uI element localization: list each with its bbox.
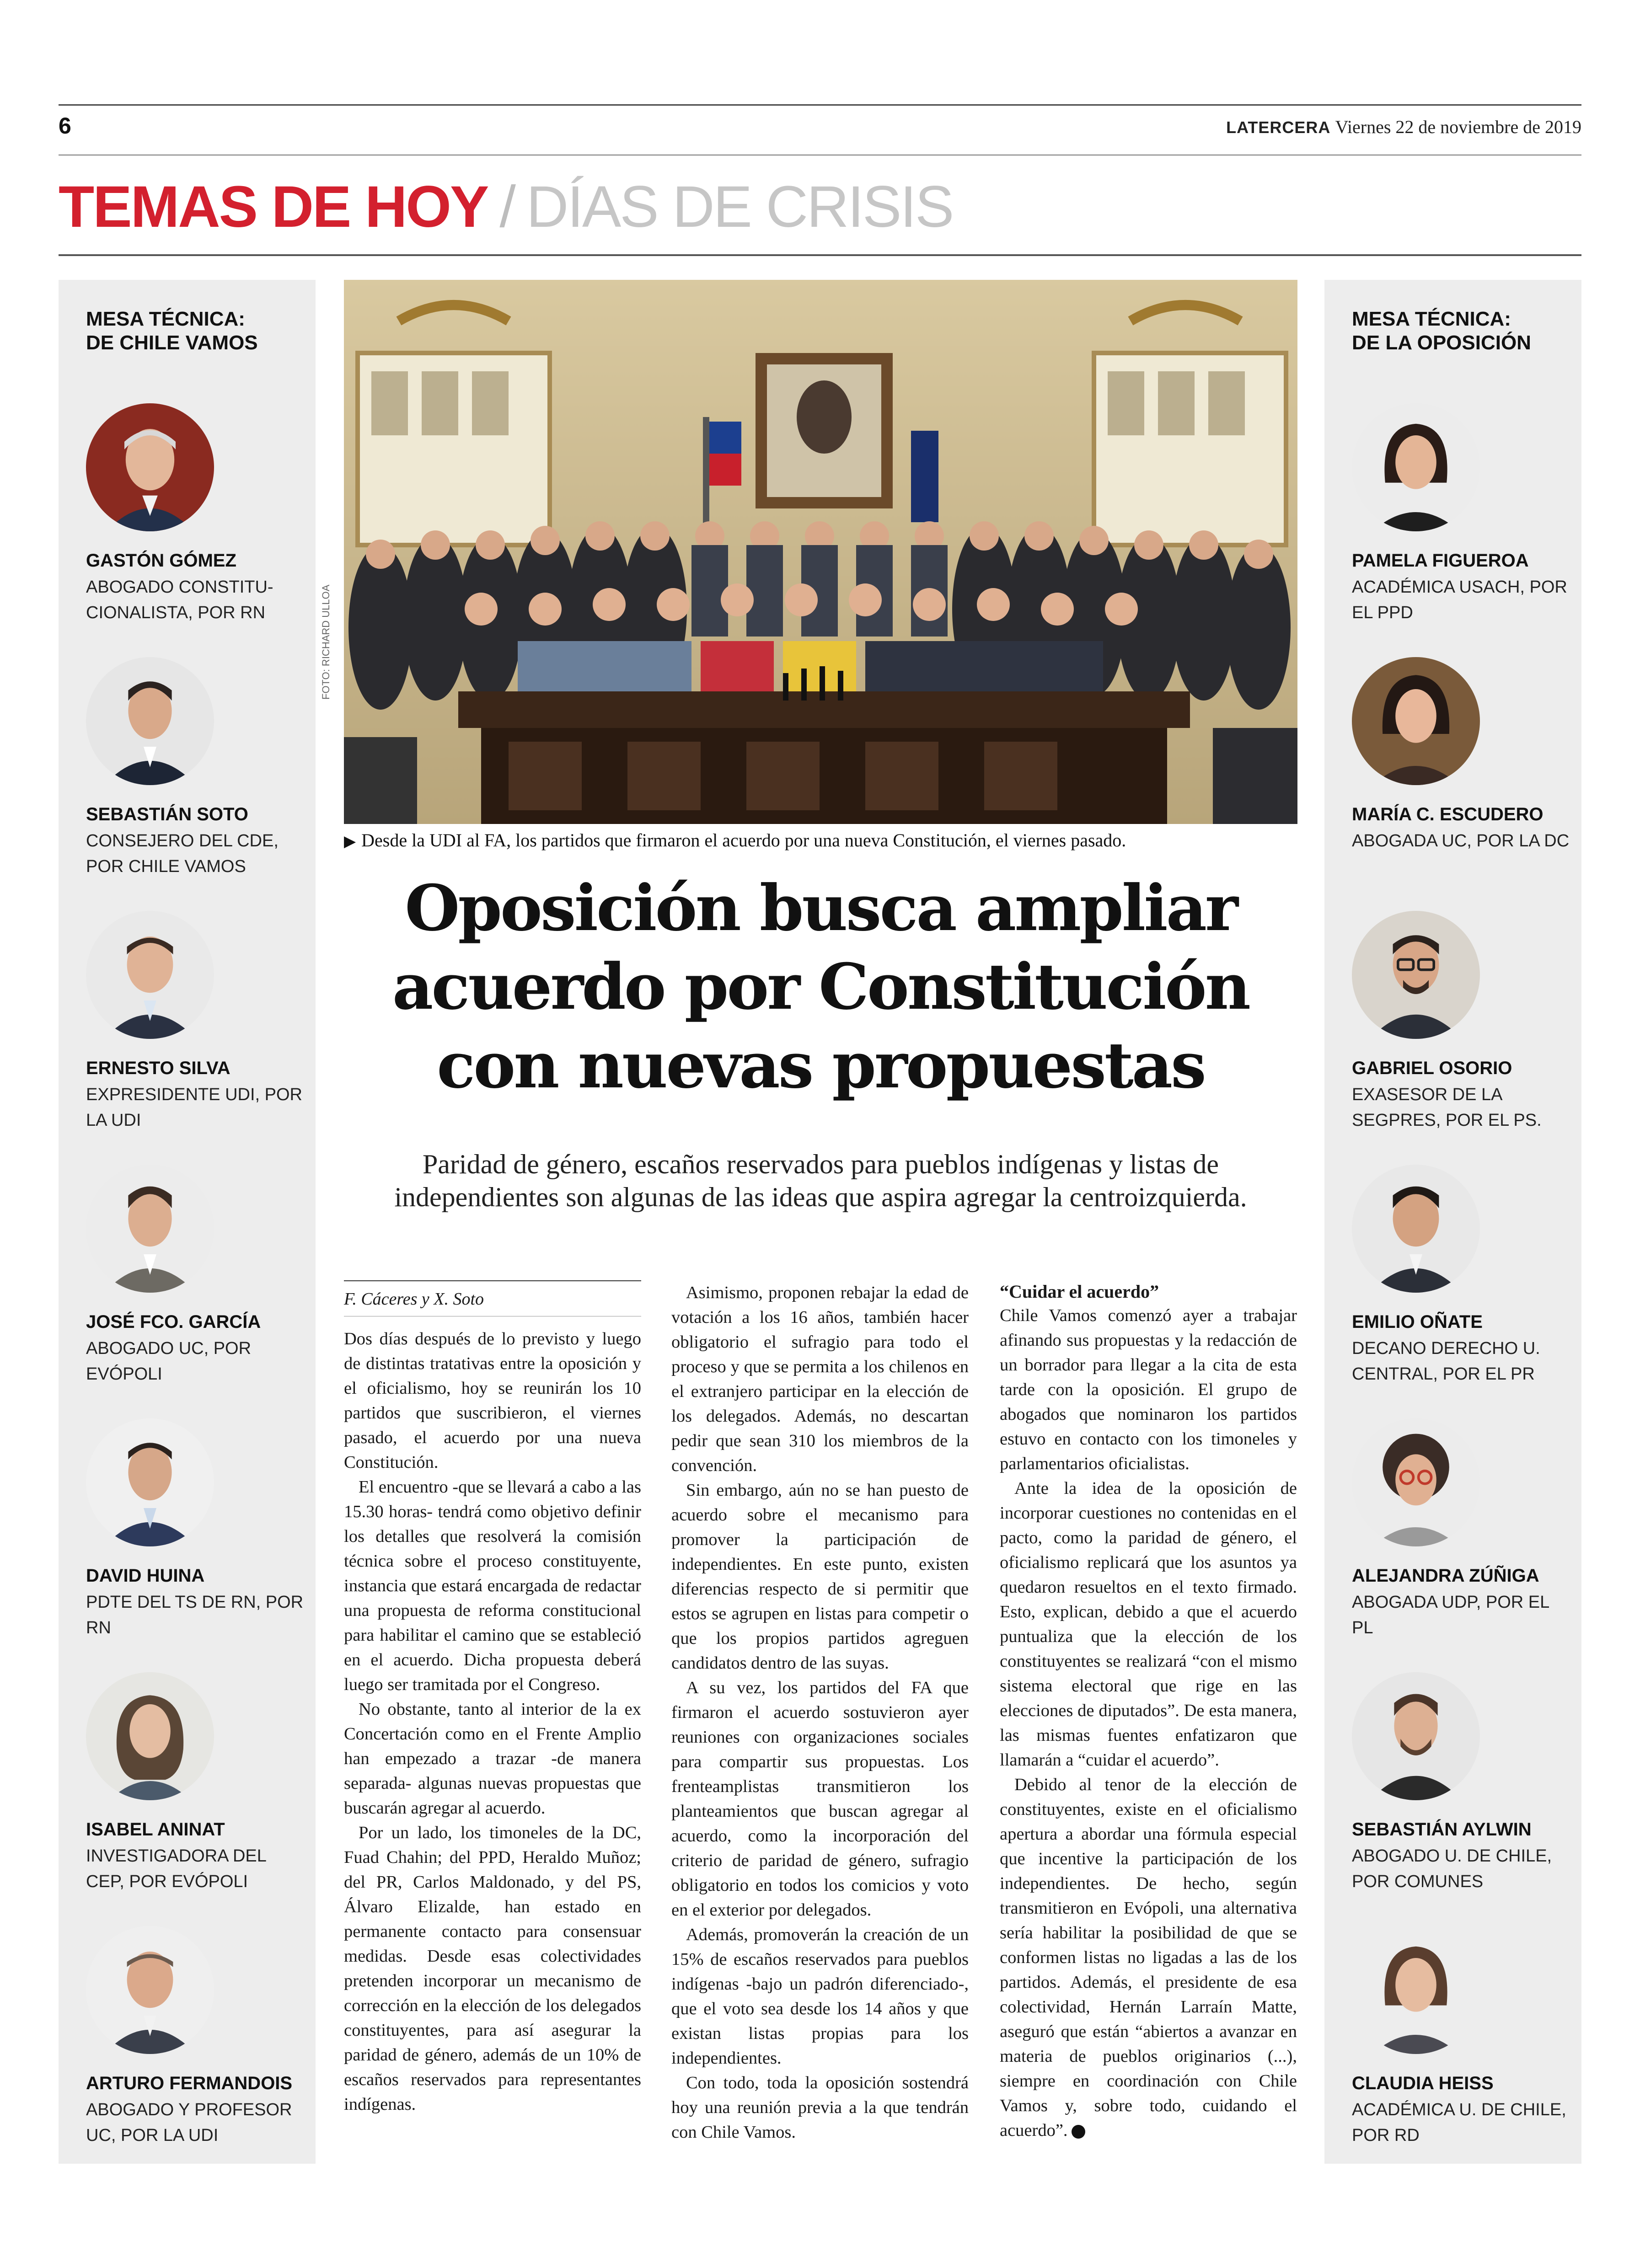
article-paragraph: Además, promoverán la creación de un 15% de escaños reservados para pueblos indígenas -bajo un padrón diferenciado-, que el voto sea desde los 14 años y que existan listas propias para los independientes.	[671, 1925, 969, 2068]
avatar	[1352, 1926, 1480, 2054]
article-paragraph	[1000, 1772, 1297, 2143]
person-description: ABOGADA UDP, POR EL PL	[1352, 1593, 1549, 1637]
person-name: MARÍA C. ESCUDERO	[1352, 804, 1544, 824]
photo-caption	[344, 829, 1304, 851]
avatar	[86, 1418, 214, 1546]
avatar	[1352, 1418, 1480, 1546]
end-mark-icon	[1072, 2125, 1085, 2139]
person-description: EXASESOR DE LA SEGPRES, POR EL PS.	[1352, 1085, 1542, 1130]
right-sidebar-title: MESA TÉCNICA: DE LA OPOSICIÓN	[1352, 308, 1531, 354]
avatar	[1352, 1165, 1480, 1293]
person-description: ABOGADO Y PROFESOR UC, POR LA UDI	[86, 2100, 292, 2145]
avatar	[1352, 657, 1480, 785]
person-name: ERNESTO SILVA	[86, 1058, 230, 1078]
publication-date: Viernes 22 de noviembre de 2019	[1335, 117, 1581, 137]
person-description: ABOGADO U. DE CHILE, POR COMUNES	[1352, 1846, 1552, 1891]
section-primary: TEMAS DE HOY	[59, 174, 488, 240]
person-name: GASTÓN GÓMEZ	[86, 551, 236, 571]
article-paragraph: No obstante, tanto al interior de la ex Concertación como en el Frente Amplio han empezado a trazar -de manera separada- algunas nuevas propuestas que buscarán agregar al acuerdo.	[344, 1700, 641, 1818]
avatar	[86, 911, 214, 1039]
article-column-1	[344, 1280, 641, 2117]
person-name: ISABEL ANINAT	[86, 1819, 225, 1840]
right-sidebar	[1324, 280, 1581, 2164]
person-description: ACADÉMICA U. DE CHILE, POR RD	[1352, 2100, 1566, 2145]
article-paragraph: Sin embargo, aún no se han puesto de acuerdo sobre el mecanismo para promover la participación de independientes. En este punto, existen diferencias respecto de si permitir que estos se agrupen en listas para competir o que los propios partidos agreguen candidatos dentro de las suyas.	[671, 1481, 969, 1673]
avatar	[1352, 403, 1480, 531]
photo-credit: FOTO: RICHARD ULLOA	[320, 584, 332, 700]
person-name: DAVID HUINA	[86, 1566, 205, 1586]
person-description: PDTE DEL TS DE RN, POR RN	[86, 1593, 304, 1637]
person-description: INVESTIGADORA DEL CEP, POR EVÓPOLI	[86, 1846, 266, 1891]
person-name: GABRIEL OSORIO	[1352, 1058, 1512, 1078]
page-number: 6	[59, 113, 71, 139]
person-name: PAMELA FIGUEROA	[1352, 551, 1529, 571]
article-subtitle: “Cuidar el acuerdo”	[1000, 1281, 1159, 1302]
article-subhead: Paridad de género, escaños reservados para pueblos indígenas y listas de independientes son algunas de las ideas que aspira agregar la centroizquierda.	[394, 1149, 1247, 1212]
top-rule	[59, 104, 1581, 106]
person-name: ARTURO FERMANDOIS	[86, 2073, 293, 2093]
article-paragraph: Ante la idea de la oposición de incorporar cuestiones no contenidas en el pacto, como la paridad de género, el oficialismo replicará que los asuntos ya quedaron resueltos en el texto firmado. Esto, explican, debido a que el acuerdo puntualiza que la elección de los constituyentes se realizará “con el mismo sistema electoral que rige en las elecciones de diputados”. De esta manera, las mismas fuentes enfatizaron que llamarán a “cuidar el acuerdo”.	[1000, 1479, 1297, 1770]
person-description: ABOGADO UC, POR EVÓPOLI	[86, 1339, 252, 1384]
section-title	[59, 173, 953, 241]
avatar	[1352, 1672, 1480, 1800]
article-paragraph-text: Debido al tenor de la elección de constituyentes, existe en el oficialismo apertura a abordar una fórmula especial que incentive la participación de los independientes. De hecho, según transmitieron en Evópoli, una alternativa sería habilitar la posibilidad de que se conformen listas no ligadas a las de los partidos. Además, el presidente de esa colectividad, Hernán Larraín Matte, aseguró que están “abiertos a avanzar en materia de pueblos originarios (...), siempre en coordinación con Chile Vamos y, sobre todo, cuidando el acuerdo”.	[1000, 1775, 1297, 2140]
avatar	[86, 403, 214, 531]
caption-text: Desde la UDI al FA, los partidos que firmaron el acuerdo por una nueva Constitución, el viernes pasado.	[361, 830, 1126, 850]
article-paragraph: Con todo, toda la oposición sostendrá hoy una reunión previa a la que tendrán con Chile Vamos.	[671, 2073, 969, 2142]
article-paragraph: El encuentro -que se llevará a cabo a las 15.30 horas- tendrá como objetivo definir los detalles que resolverá la comisión técnica sobre el proceso constituyente, instancia que estará encargada de redactar una propuesta de reforma constitucional para habilitar el camino que se estableció en el acuerdo. Dicha propuesta deberá luego ser tramitada por el Congreso.	[344, 1477, 641, 1694]
avatar	[1352, 911, 1480, 1039]
person-name: ALEJANDRA ZÚÑIGA	[1352, 1566, 1539, 1586]
person-name: EMILIO OÑATE	[1352, 1312, 1483, 1332]
avatar	[86, 1165, 214, 1293]
person-description: ABOGADO CONSTITU-CIONALISTA, POR RN	[86, 578, 273, 622]
section-secondary: DÍAS DE CRISIS	[526, 174, 953, 240]
person-description: EXPRESIDENTE UDI, POR LA UDI	[86, 1085, 302, 1130]
article-paragraph: A su vez, los partidos del FA que firmaron el acuerdo sostuvieron ayer reuniones con organizaciones sociales para compartir sus propuestas. Los frenteamplistas transmitieron los planteamientos que buscan agregar al acuerdo, como la incorporación del criterio de paridad de género, sufragio obligatorio en todos los comicios y voto en el exterior por delegados.	[671, 1678, 969, 1920]
person-description: CONSEJERO DEL CDE, POR CHILE VAMOS	[86, 831, 279, 876]
caption-arrow-icon: ▶	[344, 833, 356, 850]
article-headline: Oposición busca ampliar acuerdo por Constitución con nuevas propuestas	[392, 871, 1249, 1102]
person-name: SEBASTIÁN SOTO	[86, 804, 248, 824]
byline: F. Cáceres y X. Soto	[344, 1280, 641, 1316]
person-description: DECANO DERECHO U. CENTRAL, POR EL PR	[1352, 1339, 1540, 1384]
section-separator: /	[499, 174, 515, 240]
masthead	[1226, 116, 1581, 138]
article-paragraph: Asimismo, proponen rebajar la edad de votación a los 16 años, también hacer obligatorio el sufragio para todo el proceso y que se permita a los chilenos en el extranjero participar en la elección de los delegados. Además, no descartan pedir que sean 310 los miembros de la convención.	[671, 1283, 969, 1475]
article-column-3	[1000, 1280, 1297, 2143]
left-sidebar-title: MESA TÉCNICA: DE CHILE VAMOS	[86, 308, 258, 354]
person-name: JOSÉ FCO. GARCÍA	[86, 1312, 261, 1332]
article-paragraph: Por un lado, los timoneles de la DC, Fuad Chahin; del PPD, Heraldo Muñoz; del PR, Carlos Maldonado, y del PS, Álvaro Elizalde, han estado en permanente contacto para consensuar medidas. Desde esas colectividades pretenden incorporar un mecanismo de corrección en la elección de los delegados constituyentes, para así asegurar la paridad de género, además de un 10% de escaños reservados para representantes indígenas.	[344, 1823, 641, 2114]
avatar	[86, 657, 214, 785]
person-name: CLAUDIA HEISS	[1352, 2073, 1494, 2093]
left-sidebar	[59, 280, 316, 2164]
avatar	[86, 1672, 214, 1800]
main-photo	[344, 280, 1297, 824]
article-paragraph: Chile Vamos comenzó ayer a trabajar afinando sus propuestas y la redacción de un borrador para llegar a la cita de esta tarde con la oposición. El grupo de abogados que nominaron los partidos estuvo en contacto con los timoneles y parlamentarios oficialistas.	[1000, 1306, 1297, 1473]
article-paragraph: Dos días después de lo previsto y luego de distintas tratativas entre la oposición y el oficialismo, hoy se reunirán los 10 partidos que suscribieron, el viernes pasado, el acuerdo por una nueva Constitución.	[344, 1329, 641, 1472]
person-description: ABOGADA UC, POR LA DC	[1352, 831, 1570, 850]
person-name: SEBASTIÁN AYLWIN	[1352, 1819, 1532, 1840]
avatar	[86, 1926, 214, 2054]
publication-name: LATERCERA	[1226, 118, 1331, 137]
section-rule	[59, 254, 1581, 256]
person-description: ACADÉMICA USACH, POR EL PPD	[1352, 578, 1567, 622]
article-column-2	[671, 1280, 969, 2145]
